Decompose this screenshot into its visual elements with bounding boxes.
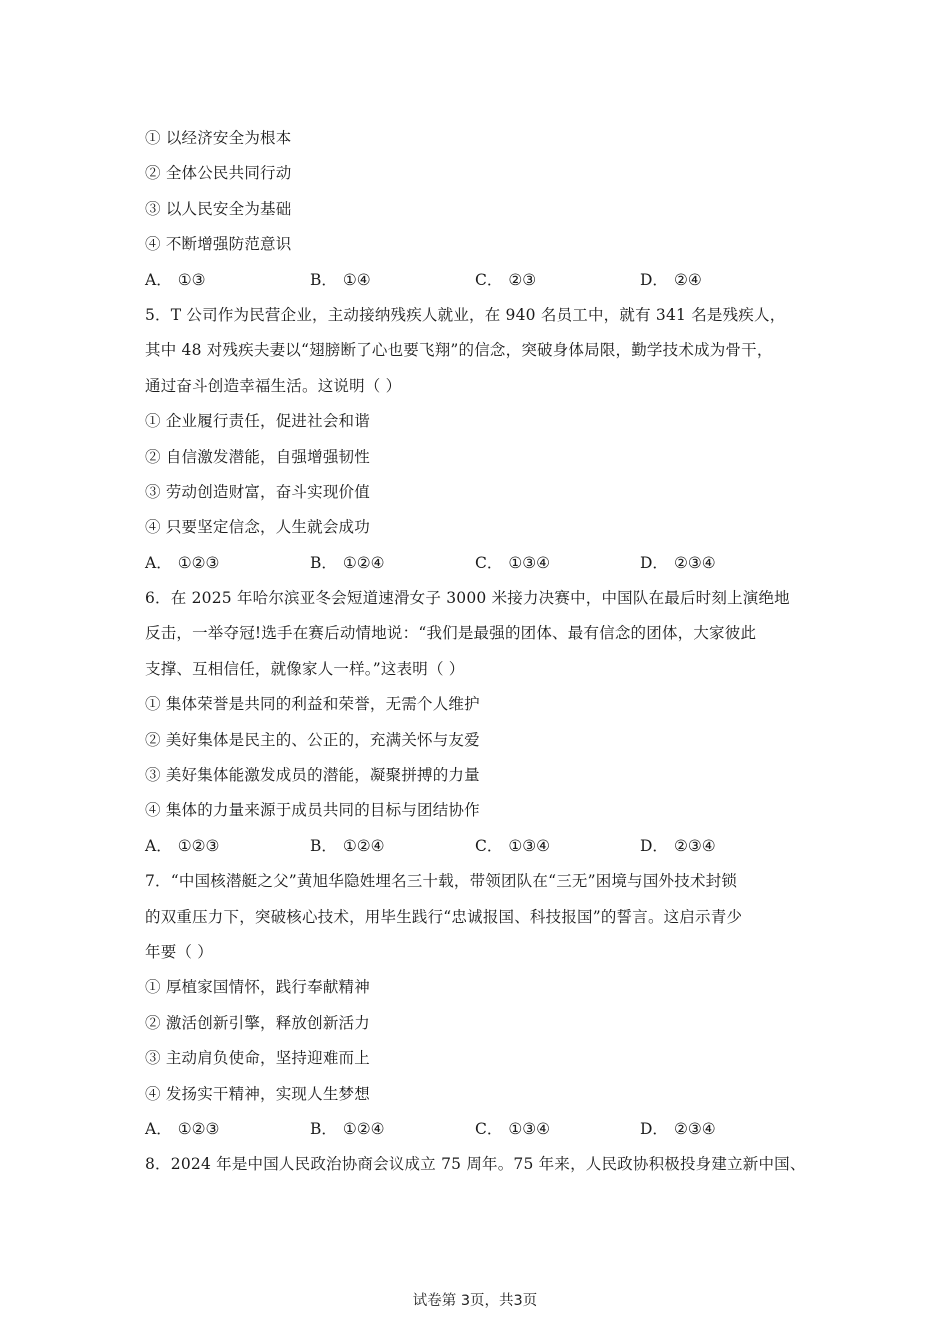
choice-letter: D． — [640, 270, 668, 289]
question-stem-line: 7．“中国核潜艇之父”黄旭华隐姓埋名三十载，带领团队在“三无”困境与国外技术封锁 — [145, 872, 738, 891]
question-stem-line: 8．2024 年是中国人民政治协商会议成立 75 周年。75 年来，人民政协积极投身建立新中国、 — [145, 1155, 806, 1174]
option-line: ④ 集体的力量来源于成员共同的目标与团结协作 — [145, 801, 480, 820]
choice-letter: D． — [640, 553, 668, 572]
choice-c — [475, 1115, 640, 1150]
page-footer: 试卷第 3页，共3页 — [412, 1293, 538, 1309]
choice-b — [310, 832, 475, 867]
choice-value: ①②③ — [177, 1119, 220, 1138]
question-stem-line: 其中 48 对残疾夫妻以“翅膀断了心也要飞翔”的信念，突破身体局限，勤学技术成为骨干， — [145, 341, 773, 360]
choice-d — [640, 549, 805, 584]
option-line: ③ 美好集体能激发成员的潜能，凝聚拼搏的力量 — [145, 766, 480, 785]
option-line: ① 厚植家国情怀，践行奉献精神 — [145, 978, 370, 997]
choice-b — [310, 266, 475, 301]
option-line: ① 以经济安全为根本 — [145, 129, 292, 147]
option-line: ③ 以人民安全为基础 — [145, 199, 292, 218]
choice-letter: D． — [640, 1119, 668, 1138]
choice-value: ①②④ — [342, 836, 385, 855]
question-stem-line: 5．T 公司作为民营企业，主动接纳残疾人就业，在 940 名员工中，就有 341 名是残疾人， — [145, 305, 786, 324]
choice-d — [640, 1115, 805, 1150]
choice-a — [145, 549, 310, 584]
choice-letter: B． — [310, 836, 337, 855]
choice-a — [145, 1115, 310, 1150]
option-line: ④ 只要坚定信念，人生就会成功 — [145, 518, 370, 537]
choice-letter: C． — [475, 836, 503, 855]
choice-letter: A． — [145, 270, 172, 289]
option-line: ③ 劳动创造财富，奋斗实现价值 — [145, 482, 370, 501]
option-line: ① 企业履行责任，促进社会和谐 — [145, 412, 370, 431]
option-line: ② 自信激发潜能，自强增强韧性 — [145, 447, 370, 466]
question-stem-line: 通过奋斗创造幸福生活。这说明（ ） — [145, 376, 402, 395]
choice-value: ①②③ — [177, 553, 220, 572]
choice-value: ①②④ — [342, 553, 385, 572]
option-line: ② 激活创新引擎，释放创新活力 — [145, 1013, 370, 1032]
question-stem-line: 年要（ ） — [145, 942, 213, 961]
question-7 — [145, 867, 825, 1150]
option-line: ④ 不断增强防范意识 — [145, 235, 292, 254]
question-8 — [145, 1150, 825, 1185]
question-stem-line: 的双重压力下，突破核心技术，用毕生践行“忠诚报国、科技报国”的誓言。这启示青少 — [145, 907, 743, 926]
question-stem-line: 6．在 2025 年哈尔滨亚冬会短道速滑女子 3000 米接力决赛中，中国队在最后时刻上演绝地 — [145, 589, 790, 608]
choice-value: ②④ — [673, 270, 702, 289]
choice-letter: B． — [310, 1119, 337, 1138]
choice-letter: B． — [310, 270, 337, 289]
answer-choices — [145, 1115, 825, 1150]
answer-choices — [145, 549, 825, 584]
choice-d — [640, 832, 805, 867]
choice-letter: D． — [640, 836, 668, 855]
option-line: ④ 发扬实干精神，实现人生梦想 — [145, 1084, 370, 1103]
option-line: ③ 主动肩负使命，坚持迎难而上 — [145, 1049, 370, 1068]
question-4-tail — [145, 124, 825, 301]
choice-letter: A． — [145, 1119, 172, 1138]
question-6 — [145, 584, 825, 867]
option-line: ② 美好集体是民主的、公正的，充满关怀与友爱 — [145, 730, 480, 749]
choice-value: ②③④ — [673, 1119, 716, 1138]
choice-value: ①④ — [342, 270, 371, 289]
choice-value: ②③④ — [673, 553, 716, 572]
question-stem-line: 反击，一举夺冠!选手在赛后动情地说：“我们是最强的团体、最有信念的团体，大家彼此 — [145, 624, 757, 643]
answer-choices — [145, 832, 825, 867]
choice-value: ①③ — [177, 270, 206, 289]
option-line: ① 集体荣誉是共同的利益和荣誉，无需个人维护 — [145, 695, 480, 714]
choice-value: ①②④ — [342, 1119, 385, 1138]
choice-c — [475, 832, 640, 867]
choice-a — [145, 832, 310, 867]
choice-letter: A． — [145, 836, 172, 855]
page-content — [145, 124, 825, 1186]
choice-c — [475, 266, 640, 301]
choice-b — [310, 549, 475, 584]
option-line: ② 全体公民共同行动 — [145, 164, 292, 183]
choice-letter: C． — [475, 1119, 503, 1138]
choice-value: ②③ — [508, 270, 537, 289]
choice-value: ①③④ — [508, 836, 551, 855]
choice-d — [640, 266, 805, 301]
choice-a — [145, 266, 310, 301]
question-stem-line: 支撑、互相信任，就像家人一样。”这表明（ ） — [145, 659, 465, 678]
choice-letter: C． — [475, 553, 503, 572]
choice-c — [475, 549, 640, 584]
answer-choices — [145, 266, 825, 301]
choice-value: ①③④ — [508, 1119, 551, 1138]
choice-b — [310, 1115, 475, 1150]
choice-letter: A． — [145, 553, 172, 572]
choice-value: ②③④ — [673, 836, 716, 855]
choice-letter: C． — [475, 270, 503, 289]
choice-letter: B． — [310, 553, 337, 572]
question-5 — [145, 301, 825, 584]
choice-value: ①③④ — [508, 553, 551, 572]
choice-value: ①②③ — [177, 836, 220, 855]
